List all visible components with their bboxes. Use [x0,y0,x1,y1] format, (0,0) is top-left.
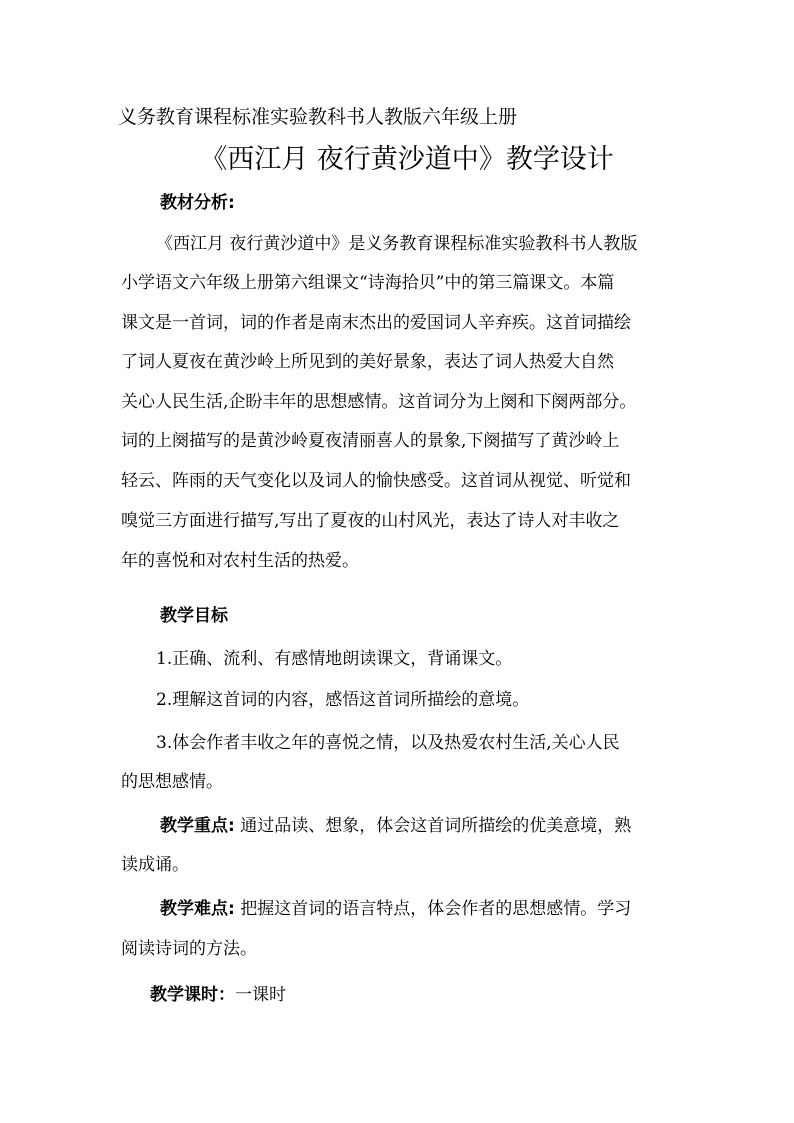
key-points-continuation: 读成诵。 [121,855,189,875]
analysis-line: 《西江月 夜行黄沙道中》是义务教育课程标准实验教科书人教版 [156,234,638,254]
document-subtitle: 义务教育课程标准实验教科书人教版六年级上册 [118,106,518,128]
analysis-heading: 教材分析: [160,193,235,213]
class-hours-line [150,983,286,1007]
goal-item: 1.正确、流利、有感情地朗读课文，背诵课文。 [156,649,513,669]
class-hours-value: 一课时 [235,985,286,1005]
key-points-label: 教学重点: [160,816,235,836]
goal-item: 3.体会作者丰收之年的喜悦之情，以及热爱农村生活,关心人民 [156,733,620,753]
analysis-line: 小学语文六年级上册第六组课文“诗海拾贝”中的第三篇课文。本篇 [121,273,615,293]
analysis-line: 轻云、阵雨的天气变化以及词人的愉快感受。这首词从视觉、听觉和 [121,471,631,491]
key-points-line [160,814,631,838]
analysis-line: 关心人民生活,企盼丰年的思想感情。这首词分为上阕和下阕两部分。 [121,392,637,412]
goal-item: 2.理解这首词的内容，感悟这首词所描绘的意境。 [156,690,530,710]
difficulties-text: 把握这首词的语言特点，体会作者的思想感情。学习 [234,899,632,919]
class-hours-label: 教学课时： [150,985,235,1005]
goal-item-continuation: 的思想感情。 [121,772,223,792]
document-title: 《西江月 夜行黄沙道中》教学设计 [200,144,614,175]
analysis-line: 课文是一首词，词的作者是南末杰出的爱国词人辛弃疾。这首词描绘 [121,313,631,333]
analysis-line: 年的喜悦和对农村生活的热爱。 [121,551,359,571]
difficulties-continuation: 阅读诗词的方法。 [121,939,257,959]
analysis-line: 了词人夏夜在黄沙岭上所见到的美好景象，表达了词人热爱大自然 [121,352,614,372]
key-points-text: 通过品读、想象，体会这首词所描绘的优美意境，熟 [234,816,632,836]
analysis-line: 嗅觉三方面进行描写,写出了夏夜的山村风光，表达了诗人对丰收之 [121,511,620,531]
goals-heading: 教学目标 [160,606,228,626]
difficulties-line [160,897,631,921]
difficulties-label: 教学难点: [160,899,235,919]
analysis-line: 词的上阕描写的是黄沙岭夏夜清丽喜人的景象,下阕描写了黄沙岭上 [121,431,620,451]
